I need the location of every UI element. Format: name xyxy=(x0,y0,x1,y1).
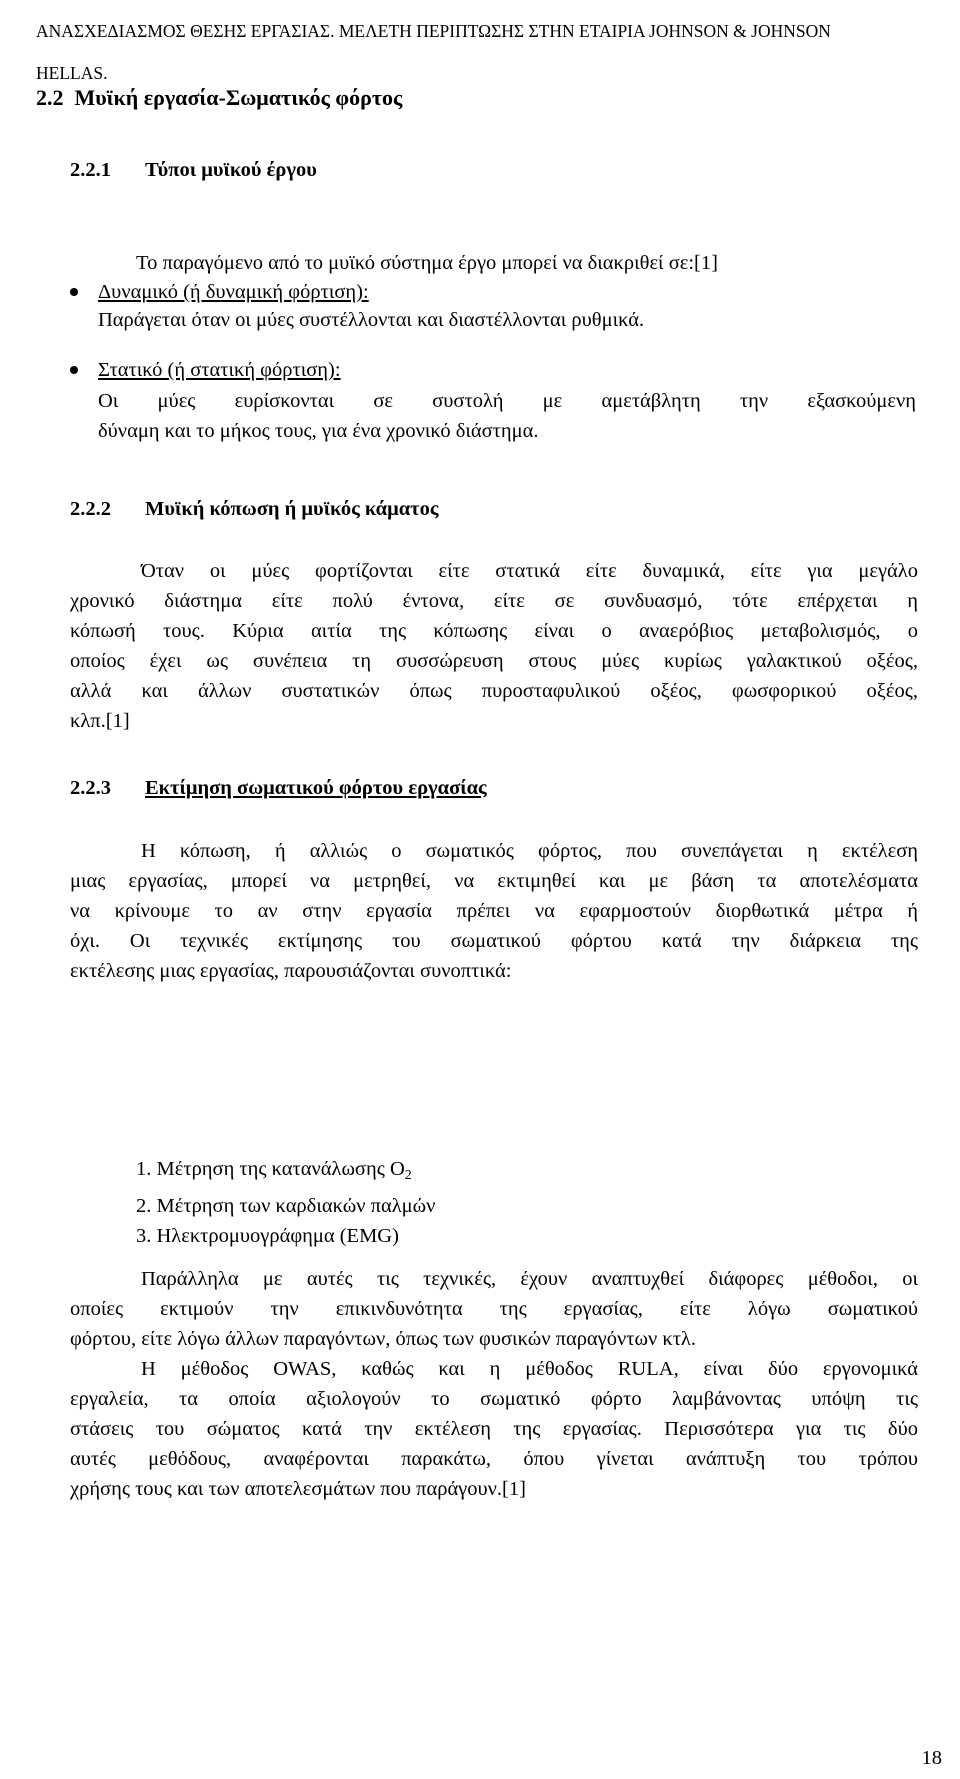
paragraph-line: κλπ.[1] xyxy=(70,710,130,732)
paragraph-line: οποίες εκτιμούν την επικινδυνότητα της εργασίας, είτε λόγω σωματικού xyxy=(70,1298,918,1320)
subsection-heading-3 xyxy=(70,776,487,800)
paragraph-line: χρήσης τους και των αποτελεσμάτων που παράγουν.[1] xyxy=(70,1478,526,1500)
subsection-number: 2.2.3 xyxy=(70,777,111,799)
subsection-number: 2.2.2 xyxy=(70,498,111,520)
paragraph-line: όχι. Οι τεχνικές εκτίμησης του σωματικού φόρτου κατά την διάρκεια της xyxy=(70,930,918,952)
subsection-title: Μυϊκή κόπωση ή μυϊκός κάματος xyxy=(145,498,439,520)
bullet-item-static xyxy=(70,356,930,456)
paragraph-line: εκτέλεσης μιας εργασίας, παρουσιάζονται συνοπτικά: xyxy=(70,960,512,982)
list-item: 2. Μέτρηση των καρδιακών παλμών xyxy=(136,1195,436,1217)
subsection-title: Τύποι μυϊκού έργου xyxy=(145,159,317,181)
list-item xyxy=(136,1154,435,1191)
subscript: 2 xyxy=(404,1168,412,1183)
paragraph-line: να κρίνουμε το αν στην εργασία πρέπει να εφαρμοστούν διορθωτικά μέτρα ή xyxy=(70,900,918,922)
list-item-text: 1. Μέτρηση της κατανάλωσης O xyxy=(136,1158,405,1180)
paragraph-line: Η μέθοδος OWAS, καθώς και η μέθοδος RULA, είναι δύο εργονομικά xyxy=(141,1358,918,1380)
paragraph-fatigue xyxy=(70,556,918,736)
header-line-1: ΑΝΑΣΧΕΔΙΑΣΜΟΣ ΘΕΣΗΣ ΕΡΓΑΣΙΑΣ. ΜΕΛΕΤΗ ΠΕΡΙΠΤΩΣΗΣ ΣΤΗΝ ΕΤΑΙΡΙΑ JOHNSON & JOHNSON xyxy=(36,21,831,41)
paragraph-line: φόρτου, είτε λόγω άλλων παραγόντων, όπως των φυσικών παραγόντων κτλ. xyxy=(70,1328,697,1350)
section-title: Μυϊκή εργασία-Σωματικός φόρτος xyxy=(74,85,403,110)
paragraph-owas-rula xyxy=(70,1354,918,1504)
paragraph-line: αυτές μεθόδους, αναφέρονται παρακάτω, όπου γίνεται ανάπτυξη του τρόπου xyxy=(70,1448,918,1470)
bullet-body-line: Οι μύες ευρίσκονται σε συστολή με αμετάβλητη την εξασκούμενη xyxy=(98,390,916,412)
bullet-body-line: δύναμη και το μήκος τους, για ένα χρονικό διάστημα. xyxy=(98,420,539,442)
bullet-title: Στατικό (ή στατική φόρτιση): xyxy=(98,359,341,381)
paragraph-line: αλλά και άλλων συστατικών όπως πυροσταφυλικού οξέος, φωσφορικού οξέος, xyxy=(70,680,918,702)
subsection-heading-1 xyxy=(70,158,317,182)
paragraph-line: μιας εργασίας, μπορεί να μετρηθεί, να εκτιμηθεί και με βάση τα αποτελέσματα xyxy=(70,870,918,892)
paragraph-methods xyxy=(70,1264,918,1354)
paragraph-line: οποίος έχει ως συνέπεια τη συσσώρευση στους μύες κυρίως γαλακτικού οξέος, xyxy=(70,650,918,672)
header-line-2: HELLAS. xyxy=(36,63,108,83)
paragraph-line: κόπωσή τους. Κύρια αιτία της κόπωσης είναι ο αναερόβιος μεταβολισμός, ο xyxy=(70,620,918,642)
page-number: 18 xyxy=(921,1747,942,1769)
paragraph-line: Η κόπωση, ή αλλιώς ο σωματικός φόρτος, που συνεπάγεται η εκτέλεση xyxy=(141,840,918,862)
intro-text: Το παραγόμενο από το μυϊκό σύστημα έργο μπορεί να διακριθεί σε:[1] xyxy=(136,252,718,274)
paragraph-line: χρονικό διάστημα είτε πολύ έντονα, είτε σε συνδυασμό, τότε επέρχεται η xyxy=(70,590,918,612)
subsection-heading-2 xyxy=(70,497,439,521)
paragraph-assessment xyxy=(70,836,918,986)
section-heading xyxy=(36,85,402,111)
bullet-item-dynamic xyxy=(70,278,930,338)
section-number: 2.2 xyxy=(36,85,64,110)
bullet-title: Δυναμικό (ή δυναμική φόρτιση): xyxy=(98,281,369,303)
bullet-body xyxy=(98,386,916,446)
subsection-title: Εκτίμηση σωματικού φόρτου εργασίας xyxy=(145,777,487,799)
bullet-dot-icon xyxy=(70,288,78,296)
paragraph-line: Όταν οι μύες φορτίζονται είτε στατικά είτε δυναμικά, είτε για μεγάλο xyxy=(141,560,918,582)
techniques-list xyxy=(136,1154,435,1251)
paragraph-line: εργαλεία, τα οποία αξιολογούν το σωματικό φόρτο λαμβάνοντας υπόψη τις xyxy=(70,1388,918,1410)
subsection-number: 2.2.1 xyxy=(70,159,111,181)
paragraph-line: Παράλληλα με αυτές τις τεχνικές, έχουν αναπτυχθεί διάφορες μέθοδοι, οι xyxy=(141,1268,918,1290)
bullet-dot-icon xyxy=(70,366,78,374)
bullet-body: Παράγεται όταν οι μύες συστέλλονται και διαστέλλονται ρυθμικά. xyxy=(98,309,645,331)
paragraph-line: στάσεις του σώματος κατά την εκτέλεση της εργασίας. Περισσότερα για τις δύο xyxy=(70,1418,918,1440)
list-item: 3. Ηλεκτρομυογράφημα (EMG) xyxy=(136,1225,399,1247)
